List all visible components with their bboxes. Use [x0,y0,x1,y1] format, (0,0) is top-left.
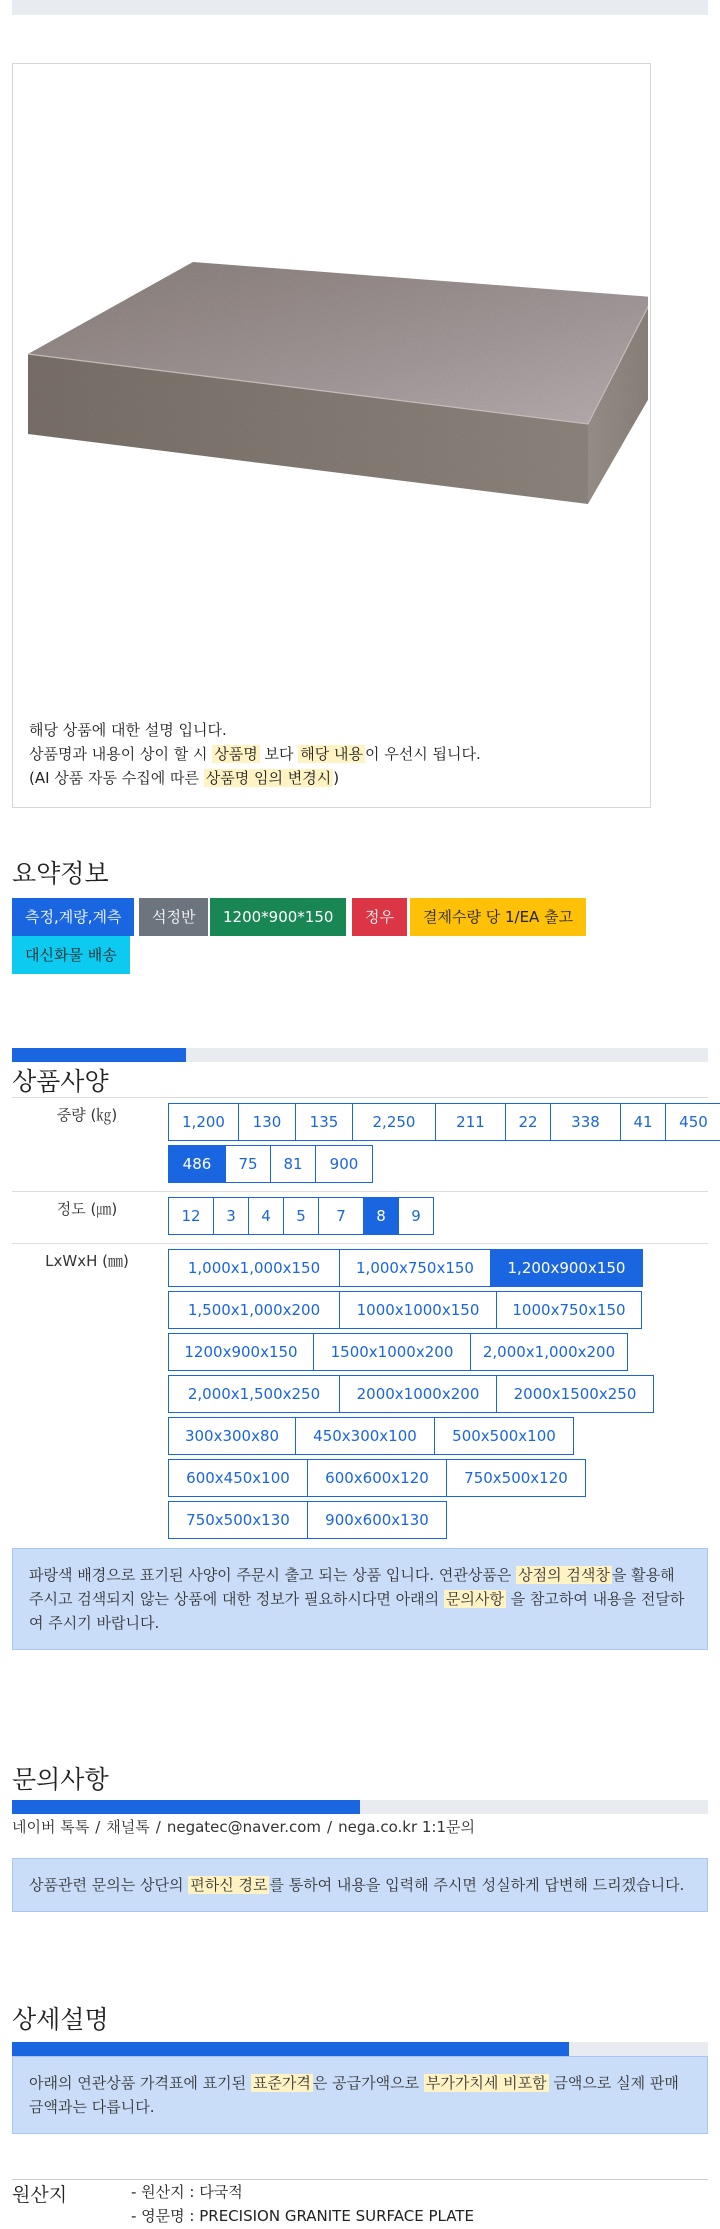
spec-table [12,1097,708,1529]
dimension-option[interactable]: 1,500x1,000x200 [168,1291,340,1329]
description-text: 보다 [259,745,299,763]
separator: / [155,1818,161,1836]
notice-text: 은 공급가액으로 [312,2074,424,2092]
tag-shipping-qty: 결제수량 당 1/EA 출고 [410,898,586,936]
weight-option[interactable]: 486 [168,1145,226,1183]
dimension-option[interactable]: 900x600x130 [307,1501,447,1539]
dimension-option[interactable]: 750x500x120 [446,1459,586,1497]
accuracy-option[interactable]: 8 [363,1197,399,1235]
product-description [29,718,481,790]
weight-option[interactable]: 2,250 [352,1103,436,1141]
inquiry-notice [12,1858,708,1912]
specs-progress-fill [12,1048,186,1062]
origin-country: - 원산지 : 다국적 [131,2183,243,2201]
contact-naver-talk[interactable]: 네이버 톡톡 [12,1818,90,1836]
dimension-option[interactable]: 600x450x100 [168,1459,308,1497]
notice-text: 아래의 연관상품 가격표에 표기된 [29,2074,251,2092]
detail-progress-bar [12,2042,708,2056]
description-text: (AI 상품 자동 수집에 따른 [29,769,204,787]
tag-size: 1200*900*150 [210,898,346,936]
dimension-option[interactable]: 1200x900x150 [168,1333,314,1371]
dimension-option[interactable]: 1000x1000x150 [339,1291,497,1329]
weight-option[interactable]: 130 [238,1103,296,1141]
accuracy-option[interactable]: 3 [213,1197,249,1235]
inquiry-progress-fill [12,1800,360,1814]
description-line-3 [29,766,481,790]
specs-title: 상품사양 [12,1067,109,1096]
inquiry-progress-bar [12,1800,708,1814]
dimension-option[interactable]: 2000x1000x200 [339,1375,497,1413]
dimension-option[interactable]: 1,000x750x150 [339,1249,491,1287]
dimension-option[interactable]: 1,200x900x150 [490,1249,643,1287]
contact-list [12,1816,475,1837]
description-line-1: 해당 상품에 대한 설명 입니다. [29,721,227,739]
notice-text: 을 참고하여 내용을 전달하여 주시기 바랍니다. [29,1590,685,1632]
weight-option[interactable]: 81 [270,1145,316,1183]
summary-title: 요약정보 [12,859,109,888]
detail-progress-fill [12,2042,569,2056]
weight-option[interactable]: 135 [295,1103,353,1141]
dimension-option[interactable]: 1000x750x150 [496,1291,642,1329]
top-divider-bar [12,0,708,15]
notice-text: 를 통하여 내용을 입력해 주시면 성실하게 답변해 드리겠습니다. [269,1876,685,1894]
highlight-name-change: 상품명 임의 변경시 [205,769,332,787]
spec-row-accuracy [12,1192,708,1244]
description-text: 이 우선시 됩니다. [364,745,481,763]
origin-section [12,2179,708,2225]
description-line-2 [29,742,481,766]
accuracy-option[interactable]: 4 [248,1197,284,1235]
origin-list [131,2180,474,2228]
highlight-route: 편하신 경로 [190,1876,268,1894]
weight-option[interactable]: 338 [550,1103,621,1141]
origin-label: 원산지 [12,2184,68,2206]
highlight-content: 해당 내용 [300,745,363,763]
product-image-box [12,63,651,808]
notice-text: 파랑색 배경으로 표기된 사양이 주문시 출고 되는 상품 입니다. 연관상품은 [29,1566,517,1584]
tag-maker: 정우 [352,898,407,936]
weight-option[interactable]: 450 [665,1103,720,1141]
contact-channel-talk[interactable]: 채널톡 [106,1818,150,1836]
weight-option[interactable]: 22 [505,1103,551,1141]
accuracy-option[interactable]: 5 [283,1197,319,1235]
tag-category: 측정,계량,계측 [12,898,134,936]
description-text: 상품명과 내용이 상이 할 시 [29,745,213,763]
dimension-option[interactable]: 600x600x120 [307,1459,447,1497]
accuracy-option[interactable]: 12 [168,1197,214,1235]
highlight-inquiry: 문의사항 [445,1590,504,1608]
detail-notice [12,2056,708,2134]
accuracy-option[interactable]: 7 [318,1197,364,1235]
tag-type: 석정반 [139,898,208,936]
highlight-standard-price: 표준가격 [252,2074,311,2092]
notice-text: 을 활용해 주시고 검색되지 않는 상품에 대한 정보가 필요하시다면 아래의 [29,1566,675,1608]
weight-option[interactable]: 75 [225,1145,271,1183]
dimension-option[interactable]: 450x300x100 [295,1417,435,1455]
weight-option[interactable]: 900 [315,1145,373,1183]
dimension-option[interactable]: 2000x1500x250 [496,1375,654,1413]
spec-row-dimensions [12,1244,708,1549]
tag-delivery: 대신화물 배송 [12,936,130,974]
dimension-option[interactable]: 500x500x100 [434,1417,574,1455]
dimension-option[interactable]: 2,000x1,000x200 [470,1333,628,1371]
contact-email[interactable]: negatec@naver.com [166,1818,322,1836]
spec-label-accuracy: 정도 (㎛) [56,1200,118,1218]
separator: / [95,1818,101,1836]
dimension-option[interactable]: 300x300x80 [168,1417,296,1455]
specs-progress-bar [12,1048,708,1062]
dimension-option[interactable]: 1500x1000x200 [313,1333,471,1371]
spec-label-weight: 중량 (㎏) [56,1106,118,1124]
spec-label-dimensions: LxWxH (㎜) [45,1252,129,1270]
highlight-product-name: 상품명 [214,745,258,763]
highlight-search: 상점의 검색창 [518,1566,610,1584]
separator: / [327,1818,333,1836]
inquiry-title: 문의사항 [12,1765,109,1794]
weight-option[interactable]: 41 [620,1103,666,1141]
dimension-option[interactable]: 2,000x1,500x250 [168,1375,340,1413]
detail-title: 상세설명 [12,2005,109,2034]
highlight-vat-excluded: 부가가치세 비포함 [425,2074,547,2092]
spec-row-weight [12,1098,708,1192]
weight-option[interactable]: 211 [435,1103,506,1141]
dimension-option[interactable]: 750x500x130 [168,1501,308,1539]
description-text: ) [333,769,340,787]
specs-notice [12,1548,708,1650]
granite-surface-plate-image [23,239,648,534]
dimension-option[interactable]: 1,000x1,000x150 [168,1249,340,1287]
notice-text: 금액으로 실제 판매금액과는 다릅니다. [29,2074,679,2116]
notice-text: 상품관련 문의는 상단의 [29,1876,189,1894]
weight-option[interactable]: 1,200 [168,1103,239,1141]
contact-site-inquiry[interactable]: nega.co.kr 1:1문의 [338,1818,475,1836]
accuracy-option[interactable]: 9 [398,1197,434,1235]
origin-english-name: - 영문명 : PRECISION GRANITE SURFACE PLATE [131,2207,474,2225]
